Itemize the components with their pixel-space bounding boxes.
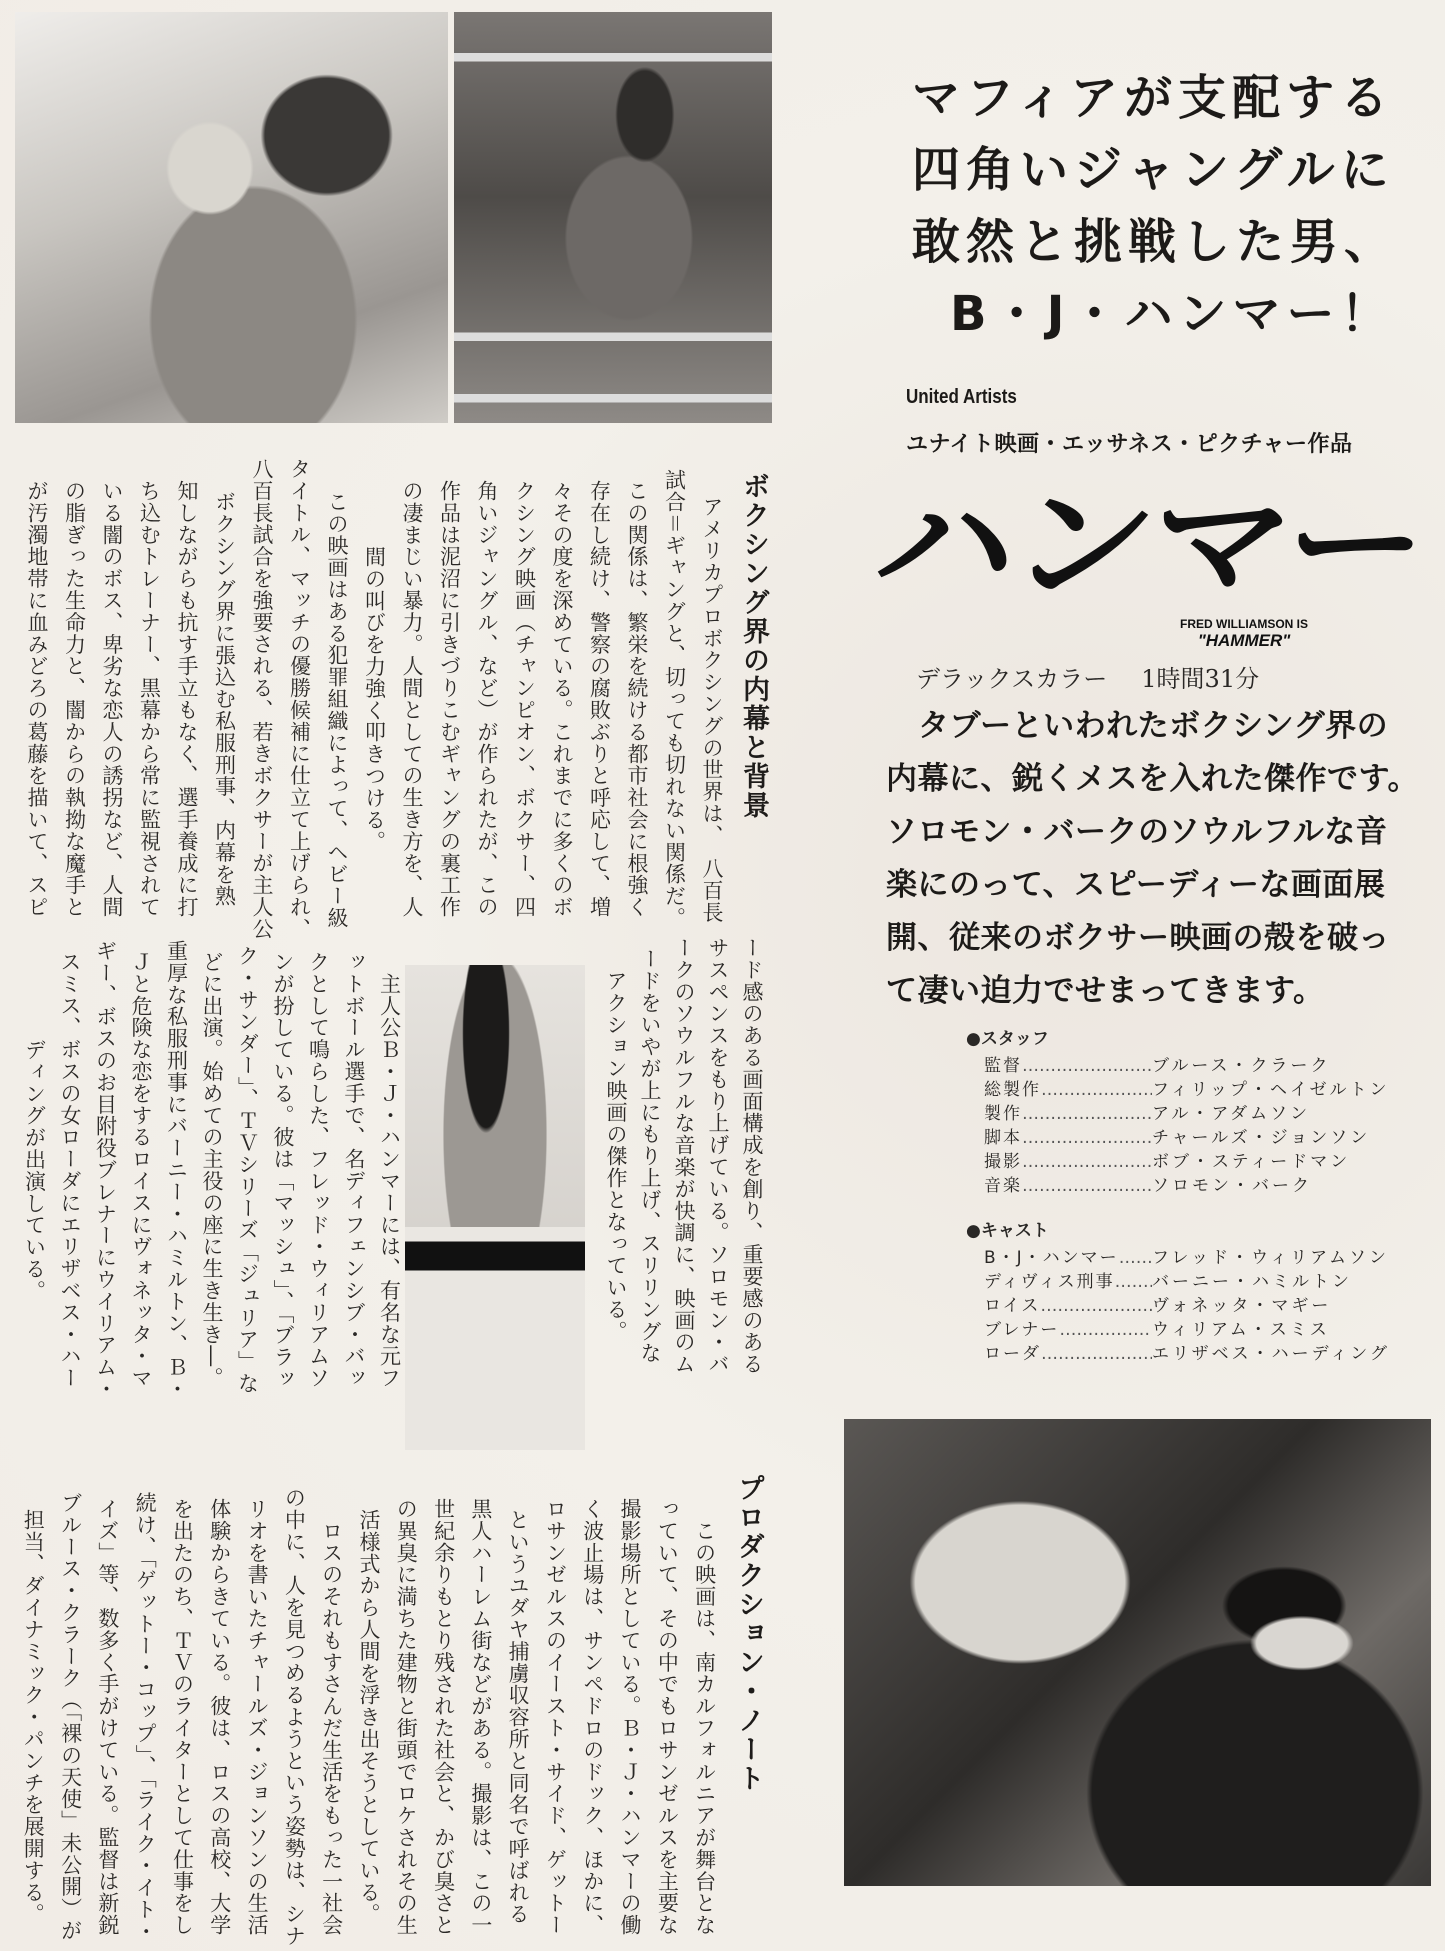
boxer-in-ring-photo <box>454 12 772 423</box>
credit-row <box>966 1267 1390 1291</box>
text-column <box>647 469 687 929</box>
studio-logo: United Artists <box>906 386 1017 408</box>
headline <box>912 62 1398 350</box>
text-column <box>385 479 423 919</box>
text-column-line: ード感のある画面構成を創り、重要感のある <box>740 937 764 1375</box>
text-column-line: タイトル、マッチの優勝候補に仕立て上げられ、 <box>287 458 312 940</box>
film-meta <box>916 664 1259 694</box>
text-column <box>122 479 160 919</box>
text-column-line: 角いジャングル、など）が作られたが、この <box>475 480 499 918</box>
text-column-line: というユダヤ捕虜収容所と同名で呼ばれる <box>506 1508 531 1926</box>
text-column-line: この映画はある犯罪組織によって、ヘビー級 <box>325 469 349 929</box>
text-column <box>310 469 349 929</box>
text-column <box>10 479 48 919</box>
text-column-line: ギー、ボスのお目附役ブレナーにウイリアム・ <box>93 940 118 1400</box>
text-column <box>694 937 730 1375</box>
credit-role: ローダ …………………………………… <box>984 1339 1152 1364</box>
credit-role: 製作 …………………………………… <box>984 1099 1152 1124</box>
text-column <box>329 951 366 1389</box>
text-column <box>118 1487 158 1947</box>
credit-row <box>966 1315 1390 1339</box>
text-column-line: アメリカプロボクシングの世界は、 八百長 <box>700 474 724 924</box>
text-column <box>535 479 573 919</box>
text-column-line: ットボール選手で、名ディフェンシブ・バッ <box>342 951 366 1389</box>
credit-row <box>966 1075 1389 1099</box>
text-column <box>116 951 153 1389</box>
title-logo-kana: ハンマー <box>863 469 1435 621</box>
credit-role: 総製作 …………………………………… <box>984 1075 1152 1100</box>
text-column-line: の異臭に満ちた建物と街頭でロケされその生 <box>394 1498 419 1936</box>
text-column <box>422 479 460 919</box>
text-column-line: っていて、その中でもロサンゼルスを主要な <box>655 1498 680 1936</box>
credit-name: フレッド・ウィリアムソン <box>1152 1247 1389 1268</box>
text-column-line: リオを書いたチャールズ・ジョンソンの生活 <box>245 1498 270 1936</box>
text-column-line: ク・サンダー」、ＴＶシリーズ「ジュリア」な <box>235 945 260 1395</box>
credit-row <box>966 1243 1390 1267</box>
text-column <box>728 937 764 1375</box>
cast-heading: ●キャスト <box>966 1221 1049 1241</box>
credit-role: B・J・ハンマー …………………………………… <box>984 1243 1152 1268</box>
credit-row <box>966 1339 1390 1363</box>
text-column <box>85 479 123 919</box>
staff-credits <box>966 1024 1389 1195</box>
text-column-line: 黒人ハーレム街などがある。撮影は、この一 <box>468 1498 493 1936</box>
text-column-line: いる闇のボス、卑劣な恋人の誘拐など、人間 <box>100 480 124 918</box>
text-column-line: の凄まじい暴力。人間としての生き方を、人 <box>400 480 424 918</box>
text-column <box>342 1487 379 1947</box>
section2-body-left <box>9 940 402 1400</box>
text-column-line: ブルース・クラーク（「裸の天使」未公開）が <box>58 1492 83 1942</box>
text-column-line: アクション映画の傑作となっている。 <box>604 969 628 1343</box>
text-column <box>235 458 274 940</box>
text-column <box>685 474 724 924</box>
text-column <box>258 950 295 1390</box>
text-column <box>491 1487 531 1947</box>
description-line: て凄い迫力でせまってきます。 <box>886 973 1325 1009</box>
text-column-line: ち込むトレーナー、黒幕から常に監視されて <box>137 480 162 918</box>
title-logo-english-top: FRED WILLIAMSON IS <box>1180 617 1308 631</box>
text-column-line: の中に、人を見つめるようという姿勢は、シナ <box>282 1487 307 1947</box>
section1-heading: ボクシング界の内幕と背景 <box>738 472 769 820</box>
credit-name: ヴォネッタ・マギー <box>1152 1295 1332 1316</box>
text-column <box>572 479 610 919</box>
text-column <box>47 479 85 919</box>
headline-line: マフィアが支配する <box>912 70 1395 126</box>
headline-line: 四角いジャングルに <box>912 142 1395 198</box>
section1-body <box>10 458 724 940</box>
text-column <box>45 951 82 1389</box>
credit-role: 音楽 …………………………………… <box>984 1171 1152 1196</box>
text-column <box>6 1487 46 1947</box>
text-column-line: スミス、ボスの女ローダにエリザベス・ハー <box>58 951 82 1389</box>
text-column <box>43 1487 83 1947</box>
text-column <box>416 1487 456 1947</box>
text-column <box>497 479 535 919</box>
text-column <box>197 479 235 919</box>
text-column <box>192 1487 232 1947</box>
credit-name: ソロモン・バーク <box>1152 1175 1312 1196</box>
text-column <box>81 1487 118 1947</box>
text-column-line: ロスのそれもすさんだ生活をもった一社会 <box>319 1498 344 1936</box>
text-column-line: 間の叫びを力強く叩きつける。 <box>362 545 387 853</box>
description-line: 開、従来のボクサー映画の殻を破っ <box>886 920 1390 956</box>
text-column <box>454 1487 491 1947</box>
credit-row <box>966 1171 1389 1195</box>
text-column-line: ークのソウルフルな音楽が快調に、映画のム <box>672 937 696 1375</box>
text-column-line: サスペンスをもり上げている。ソロモン・バ <box>706 937 730 1375</box>
credit-name: ウィリアム・スミス <box>1152 1319 1330 1340</box>
text-column-line: ードをいやが上にもり上げ、スリリングな <box>638 947 662 1365</box>
text-column <box>155 1487 195 1947</box>
section2-body-right <box>592 937 764 1375</box>
text-column-line: く波止場は、サンペドロのドック、ほかに、 <box>580 1498 605 1936</box>
text-column-line: を出たのち、ＴＶのライターとして仕事をし <box>170 1498 195 1936</box>
text-column-line: 作品は泥沼に引きづりこむギャングの裏工作 <box>437 480 462 918</box>
text-column-line: どに出演。始めての主役の座に生き生き―。 <box>200 951 224 1389</box>
text-column-line: この映画は、南カルフォルニアが舞台とな <box>692 1498 717 1936</box>
text-column <box>9 985 45 1355</box>
text-column <box>677 1487 717 1947</box>
credit-row <box>966 1147 1389 1171</box>
text-column <box>347 479 385 919</box>
text-column-line: Ｊと危険な恋をするロイスにヴォネッタ・マ <box>129 951 153 1389</box>
credit-name: フィリップ・ヘイゼルトン <box>1152 1079 1390 1100</box>
description <box>886 700 1419 1018</box>
credit-row <box>966 1123 1389 1147</box>
text-column-line: この関係は、繁栄を続ける都市社会に根強く <box>625 480 649 918</box>
text-column <box>603 1487 643 1947</box>
text-column-line: 体験からきている。彼は、ロスの高校、大学 <box>207 1498 232 1936</box>
section3-body <box>6 1487 715 1947</box>
text-column-line: 続け、「ゲットー・コップ」、「ライク・イト・ <box>133 1491 158 1943</box>
text-column <box>293 951 331 1389</box>
credit-row <box>966 1291 1390 1315</box>
text-column-line: 活様式から人間を浮き出そうとしている。 <box>356 1508 381 1926</box>
credit-name: ブルース・クラーク <box>1152 1055 1331 1076</box>
credit-row <box>966 1099 1389 1123</box>
credit-role: ディヴィス刑事 …………………………………… <box>984 1267 1152 1292</box>
text-column <box>230 1487 270 1947</box>
text-column <box>460 479 498 919</box>
text-column-line: 知しながらも抗す手立もなく、選手養成に打 <box>175 480 199 918</box>
text-column <box>660 937 696 1375</box>
text-column-line: ロサンゼルスのイースト・サイド、ゲットー <box>543 1498 568 1936</box>
text-column-line: 試合＝ギャングと、切っても切れない関係だ。 <box>662 469 687 929</box>
text-column <box>267 1487 307 1947</box>
text-column-line: 重厚な私服刑事にバーニー・ハミルトン、Ｂ・ <box>164 940 189 1400</box>
credit-role: ロイス …………………………………… <box>984 1291 1152 1316</box>
credit-role: ブレナー …………………………………… <box>984 1315 1152 1340</box>
text-column <box>364 951 402 1389</box>
credit-role: 監督 …………………………………… <box>984 1051 1152 1076</box>
text-column <box>80 940 118 1400</box>
boxer-portrait-photo <box>405 965 585 1450</box>
credit-name: エリザベス・ハーディング <box>1152 1343 1390 1364</box>
title-logo-english <box>1177 618 1311 650</box>
text-column-line: ンが扮している。彼は「マッシュ」、「ブラッ <box>271 950 295 1390</box>
credit-name: ボブ・スティードマン <box>1152 1151 1351 1172</box>
headline-line: 敢然と挑戦した男、 <box>912 214 1399 270</box>
couple-in-bed-photo <box>15 12 448 423</box>
text-column-line: 撮影場所としている。Ｂ・Ｊ・ハンマーの働 <box>618 1498 643 1936</box>
text-column-line: クとして鳴らした、フレッド・ウィリアムソ <box>306 951 331 1389</box>
production-credit: ユナイト映画・エッサネス・ピクチャー作品 <box>906 432 1353 457</box>
credit-name: バーニー・ハミルトン <box>1152 1271 1352 1292</box>
cast-credits <box>966 1216 1390 1363</box>
text-column <box>304 1487 344 1947</box>
text-column <box>528 1487 568 1947</box>
credit-name: アル・アダムソン <box>1152 1103 1311 1124</box>
text-column <box>610 479 648 919</box>
credit-row <box>966 1051 1389 1075</box>
headline-line: B・J・ハンマー！ <box>950 286 1395 342</box>
text-column-line: 八百長試合を強要される、若きボクサーが主人公 <box>250 458 274 940</box>
runtime: 1時間31分 <box>1141 665 1260 693</box>
description-line: ソロモン・バークのソウルフルな音 <box>886 814 1388 850</box>
text-column-line: 主人公Ｂ・Ｊ・ハンマーには、有名な元フ <box>377 951 402 1389</box>
text-column <box>640 1487 680 1947</box>
text-column <box>379 1487 419 1947</box>
text-column-line: 担当、ダイナミック・パンチを展開する。 <box>21 1508 46 1926</box>
text-column-line: クシング映画（チャンピオン、ボクサー、四 <box>512 480 537 918</box>
text-column <box>160 479 198 919</box>
description-line: タブーといわれたボクシング界の <box>918 708 1389 744</box>
text-column-line: が汚濁地帯に血みどろの葛藤を描いて、スピ <box>25 480 49 918</box>
credit-role: 撮影 …………………………………… <box>984 1147 1152 1172</box>
text-column <box>272 458 312 940</box>
text-column <box>565 1487 605 1947</box>
description-line: 内幕に、鋭くメスを入れた傑作です。 <box>886 761 1420 797</box>
text-column-line: 々その度を深めている。これまでに多くのボ <box>550 480 574 918</box>
text-column <box>222 945 260 1395</box>
text-column-line: ボクシング界に張込む私服刑事、内幕を熟 <box>212 490 237 908</box>
police-fight-photo <box>844 1419 1431 1886</box>
description-line: 楽にのって、スピーディーな画面展 <box>886 867 1386 903</box>
staff-heading: ●スタッフ <box>966 1029 1049 1049</box>
credit-role: 脚本 …………………………………… <box>984 1123 1152 1148</box>
text-column-line: 存在し続け、警察の腐敗ぶりと呼応して、増 <box>587 480 612 918</box>
title-logo <box>863 469 1435 660</box>
color-format: デラックスカラー <box>916 665 1108 693</box>
text-column <box>151 940 189 1400</box>
text-column-line: ディングが出演している。 <box>22 1038 47 1302</box>
title-logo-english-title: "HAMMER" <box>1197 631 1291 650</box>
credit-name: チャールズ・ジョンソン <box>1152 1127 1371 1148</box>
text-column <box>187 951 224 1389</box>
text-column-line: の脂ぎった生命力と、闇からの執拗な魔手と <box>62 480 87 918</box>
text-column-line: 世紀余りもとり残された社会と、かび臭さと <box>431 1498 456 1936</box>
text-column <box>592 956 626 1356</box>
text-column-line: イズ」等、数多く手がけている。監督は新鋭 <box>95 1498 120 1936</box>
text-column <box>626 947 662 1365</box>
section3-heading: プロダクション・ノート <box>733 1474 764 1793</box>
